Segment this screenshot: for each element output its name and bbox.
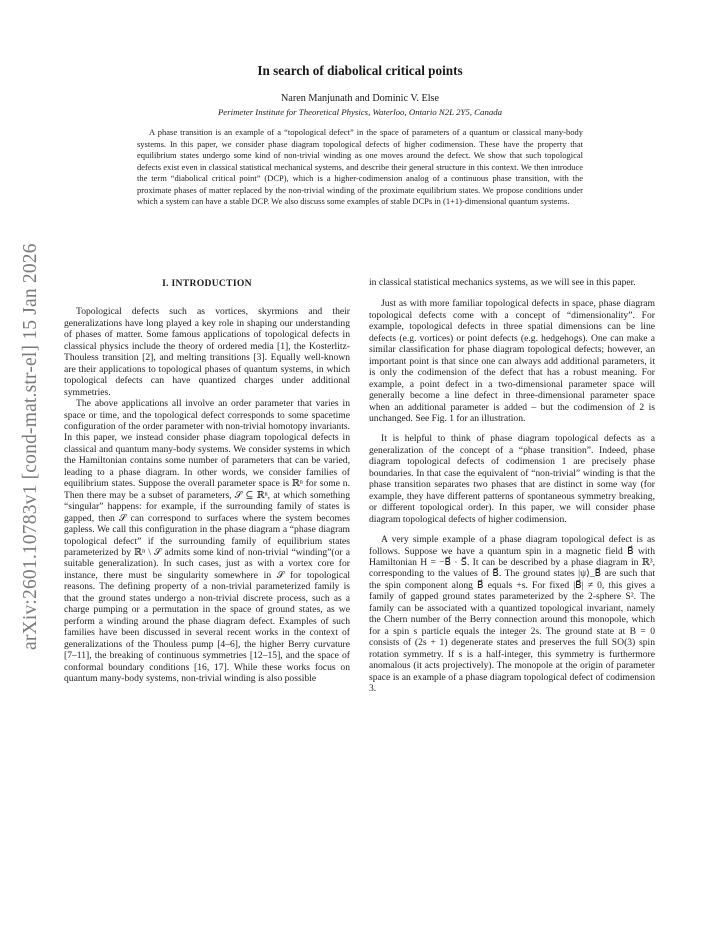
abstract: A phase transition is an example of a “topological defect” in the space of parameters of a quantum or classical many-body systems. In this paper, we consider phase diagram topological defects of higher codimension. These have the property that equilibrium states undergo some kind of non-trivial winding as one moves around the defect. We show that such topological defects exist even in classical statistical mechanical systems, and describe their general structure in this context. We then introduce the term “diabolical critical point” (DCP), which is a higher-codimension analog of a continuous phase transition, with the proximate phases of matter replaced by the non-trivial winding of the proximate equilibrium states. We propose conditions under which a system can have a stable DCP. We also discuss some examples of stable DCPs in (1+1)-dimensional quantum systems. [137, 127, 583, 206]
left-column [64, 277, 350, 684]
author-list: Naren Manjunath and Dominic V. Else [280, 93, 440, 104]
right-column [369, 277, 655, 694]
paragraph: Topological defects such as vortices, skyrmions and their generalizations have long played a key role in shaping our understanding of phases of matter. Some famous applications of topological defects in classical physics include the theory of ordered media [1], the Kosterlitz-Thouless transition [2], and melting transitions [3]. Equally well-known are their applications to topological phases of quantum systems, in which topological defects can have quantized charges under additional symmetries. [64, 306, 350, 398]
paragraph: The above applications all involve an order parameter that varies in space or time, and the topological defect corresponds to some spacetime configuration of the order parameter with non-trivial homotopy invariants. In this paper, we instead consider phase diagram topological defects in classical and quantum many-body systems. We consider systems in which the Hamiltonian contains some number of parameters that can be varied, leading to a phase diagram. In other words, we consider families of equilibrium states. Suppose the overall parameter space is ℝⁿ for some n. Then there may be a subset of parameters, 𝒮 ⊆ ℝⁿ, at which something “singular” happens: for example, if the surrounding family of states is gapped, then 𝒮 can correspond to surfaces where the system becomes gapless. We call this configuration in the phase diagram a “phase diagram topological defect” if the surrounding family of equilibrium states parameterized by ℝⁿ \ 𝒮 admits some kind of non-trivial “winding”(or a suitable generalization). In such cases, just as with a vortex core for instance, there must be singularity somewhere in 𝒮 for topological reasons. The defining property of a non-trivial parameterized family is that the ground states undergo a non-trivial discrete process, such as a charge pumping or a permutation in the space of ground states, as we perform a winding around the phase diagram defect. Examples of such families have been discussed in several recent works in the context of generalizations of the Thouless pump [4–6], the higher Berry curvature [7–11], the breaking of continuous symmetries [12–15], and the space of conformal boundary conditions [16, 17]. While these works focus on quantum many-body systems, non-trivial winding is also possible [64, 398, 350, 684]
arxiv-identifier: arXiv:2601.10783v1 [cond-mat.str-el] 15 Jan 2026 [20, 243, 41, 650]
paragraph: A very simple example of a phase diagram topological defect is as follows. Suppose we have a quantum spin in a magnetic field B⃗ with Hamiltonian H = −B⃗ · S⃗. It can be described by a phase diagram in ℝ³, corresponding to the values of B⃗. The ground states |ψ⟩_B⃗ are such that the spin component along B⃗ equals +s. For fixed |B⃗| ≠ 0, this gives a family of gapped ground states parameterized by the 2-sphere S². The family can be associated with a quantized topological invariant, namely the Chern number of the Berry connection around this monopole, which for a spin s particle equals the integer 2s. The ground state at B = 0 consists of (2s + 1) degenerate states and preserves the full SO(3) spin rotation symmetry. If s is a half-integer, this symmetry is furthermore anomalous (it acts projectively). The monopole at the origin of parameter space is an example of a phase diagram topological defect of codimension 3. [369, 534, 655, 694]
section-heading: I. INTRODUCTION [162, 278, 252, 289]
affiliation: Perimeter Institute for Theoretical Physics, Waterloo, Ontario N2L 2Y5, Canada [217, 107, 503, 117]
paragraph: in classical statistical mechanics systems, as we will see in this paper. [369, 277, 636, 288]
paper-title: In search of diabolical critical points [257, 63, 463, 78]
paragraph: Just as with more familiar topological defects in space, phase diagram topological defects come with a concept of “dimensionality”. For example, topological defects in three spatial dimensions can be line defects (e.g. vortices) or point defects (e.g. hedgehogs). One can make a similar classification for phase diagram topological defects; however, an important point is that since one can always add additional parameters, it is only the codimension of the defect that has a robust meaning. For example, a point defect in a two-dimensional parameter space will generally become a line defect in three-dimensional parameter space when an additional parameter is added – but the codimension of 2 is unchanged. See Fig. 1 for an illustration. [369, 298, 655, 424]
paragraph: It is helpful to think of phase diagram topological defects as a generalization of the concept of a “phase transition”. Indeed, phase diagram topological defects of codimension 1 are precisely phase boundaries. In that case the equivalent of “non-trivial” winding is that the phase transition separates two phases that are distinct in some way (for example, they have different patterns of spontaneous symmetry breaking, or different topological order). In this paper, we will consider phase diagram topological defects of higher codimension. [369, 433, 655, 525]
